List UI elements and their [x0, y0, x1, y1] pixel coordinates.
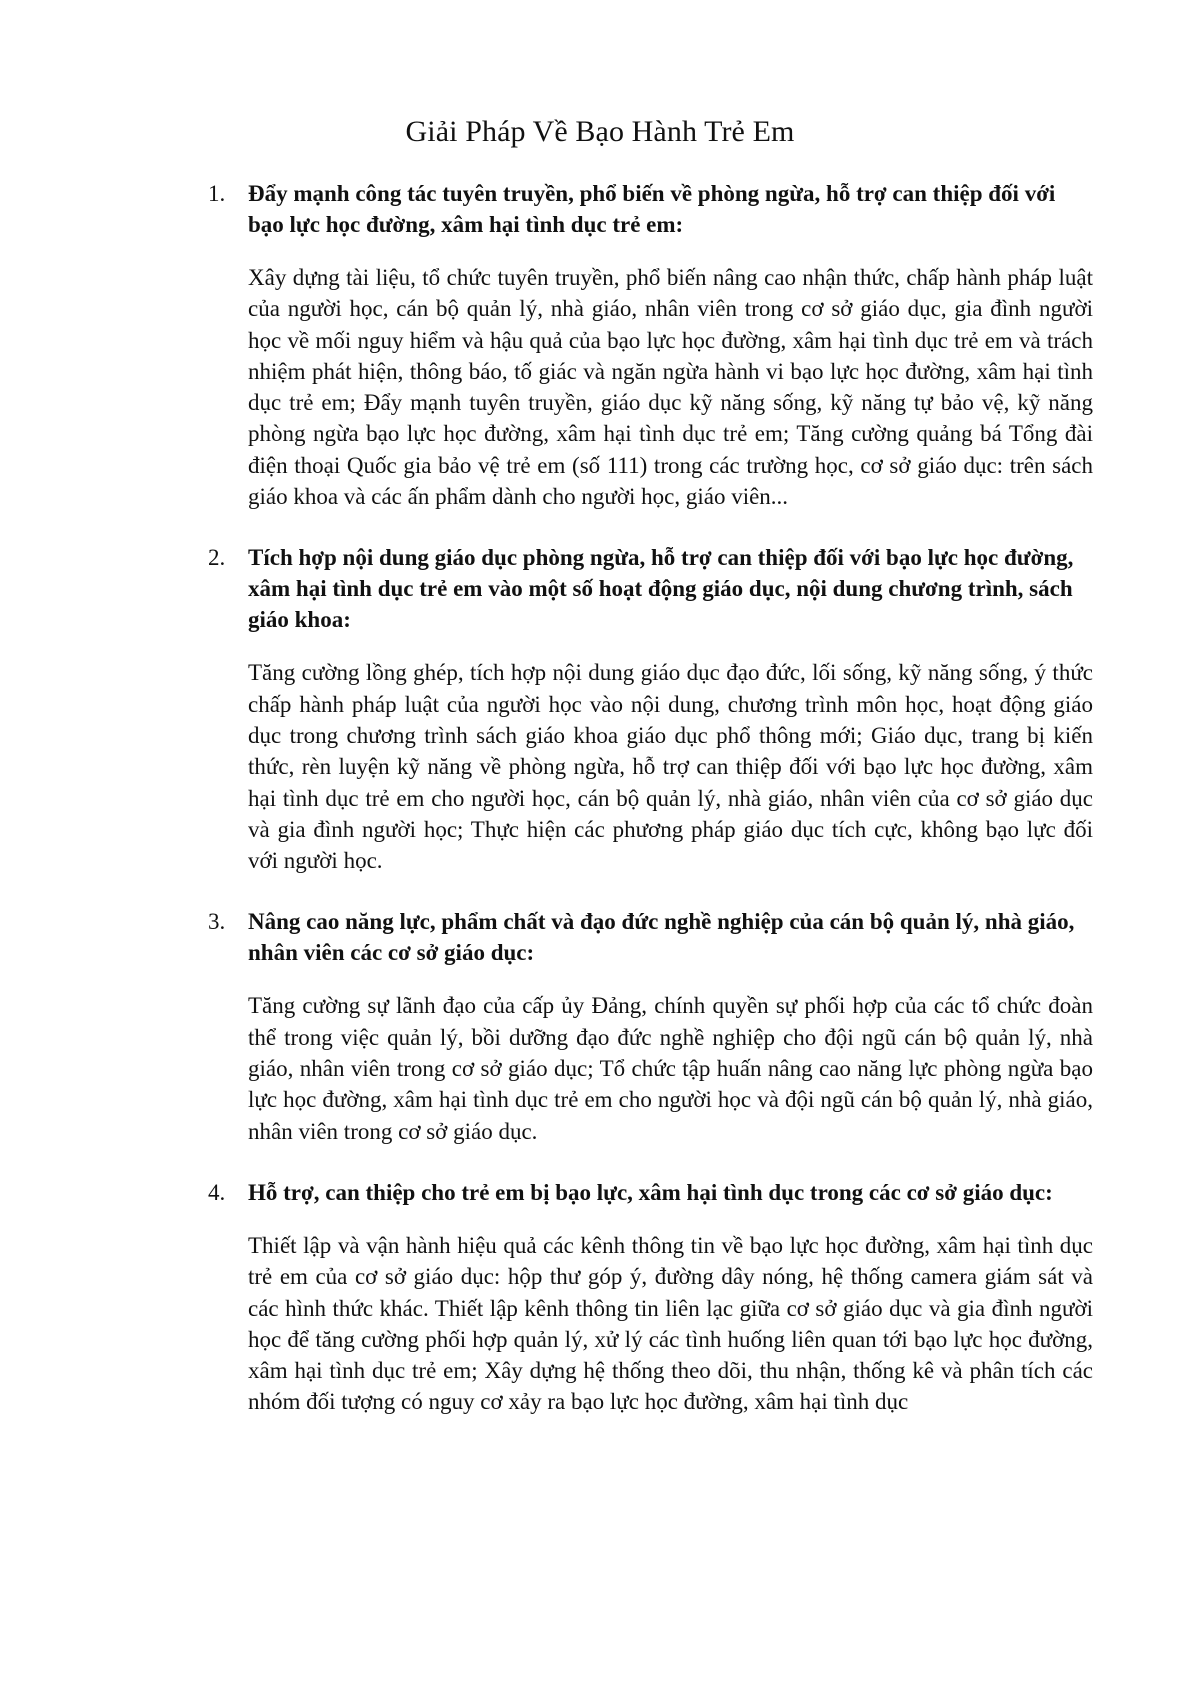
- item-heading: Tích hợp nội dung giáo dục phòng ngừa, hỗ trợ can thiệp đối với bạo lực học đường, xâm hại tình dục trẻ em vào một số hoạt động giáo dục, nội dung chương trình, sách giáo khoa:: [248, 545, 1074, 633]
- item-number: 1.: [208, 181, 226, 206]
- list-item: [208, 1177, 1093, 1418]
- item-number: 4.: [208, 1179, 226, 1205]
- list-item: [208, 542, 1093, 876]
- item-number: 3.: [208, 909, 226, 935]
- item-body: Tăng cường sự lãnh đạo của cấp ủy Đảng, chính quyền sự phối hợp của các tổ chức đoàn thể trong việc quản lý, bồi dưỡng đạo đức nghề nghiệp cho đội ngũ cán bộ quản lý, nhà giáo, nhân viên trong cơ sở giáo dục; Tổ chức tập huấn nâng cao năng lực phòng ngừa bạo lực học đường, xâm hại tình dục trẻ em cho người học và đội ngũ cán bộ quản lý, nhà giáo, nhân viên trong cơ sở giáo dục.: [248, 993, 1093, 1144]
- list-item: [208, 906, 1093, 1146]
- item-body: Thiết lập và vận hành hiệu quả các kênh thông tin về bạo lực học đường, xâm hại tình dục trẻ em của cơ sở giáo dục: hộp thư góp ý, đường dây nóng, hệ thống camera giám sát và các hình thức khác. Thiết lập kênh thông tin liên lạc giữa cơ sở giáo dục và gia đình người học để tăng cường phối hợp quản lý, xử lý các tình huống liên quan tới bạo lực học đường, xâm hại tình dục trẻ em; Xây dựng hệ thống theo dõi, thu nhận, thống kê và phân tích các nhóm đối tượng có nguy cơ xảy ra bạo lực học đường, xâm hại tình dục: [248, 1232, 1093, 1415]
- item-heading: Nâng cao năng lực, phẩm chất và đạo đức nghề nghiệp của cán bộ quản lý, nhà giáo, nhân viên các cơ sở giáo dục:: [248, 909, 1075, 966]
- item-body: Tăng cường lồng ghép, tích hợp nội dung giáo dục đạo đức, lối sống, kỹ năng sống, ý thức chấp hành pháp luật của người học vào nội dung, chương trình môn học, hoạt động giáo dục trong chương trình sách giáo khoa giáo dục phổ thông mới; Giáo dục, trang bị kiến thức, rèn luyện kỹ năng về phòng ngừa, hỗ trợ can thiệp đối với bạo lực học đường, xâm hại tình dục trẻ em cho người học, cán bộ quản lý, nhà giáo, nhân viên của cơ sở giáo dục và gia đình người học; Thực hiện các phương pháp giáo dục tích cực, không bạo lực đối với người học.: [248, 660, 1093, 874]
- item-body: Xây dựng tài liệu, tổ chức tuyên truyền, phổ biến nâng cao nhận thức, chấp hành pháp luật của người học, cán bộ quản lý, nhà giáo, nhân viên trong cơ sở giáo dục, gia đình người học về mối nguy hiểm và hậu quả của bạo lực học đường, xâm hại tình dục trẻ em và trách nhiệm phát hiện, thông báo, tố giác và ngăn ngừa hành vi bạo lực học đường, xâm hại tình dục trẻ em; Đẩy mạnh tuyên truyền, giáo dục kỹ năng sống, kỹ năng tự bảo vệ, kỹ năng phòng ngừa bạo lực học đường, xâm hại tình dục trẻ em; Tăng cường quảng bá Tổng đài điện thoại Quốc gia bảo vệ trẻ em (số 111) trong các trường học, cơ sở giáo dục: trên sách giáo khoa và các ấn phẩm dành cho người học, giáo viên...: [248, 265, 1093, 510]
- document-title: Giải Pháp Về Bạo Hành Trẻ Em: [405, 115, 795, 148]
- item-heading: Hỗ trợ, can thiệp cho trẻ em bị bạo lực, xâm hại tình dục trong các cơ sở giáo dục:: [248, 1179, 1053, 1205]
- item-number: 2.: [208, 545, 226, 571]
- solution-list: [208, 178, 1093, 1448]
- list-item: [208, 178, 1093, 512]
- item-heading: Đẩy mạnh công tác tuyên truyền, phổ biến về phòng ngừa, hỗ trợ can thiệp đối với bạo lực học đường, xâm hại tình dục trẻ em:: [248, 181, 1056, 237]
